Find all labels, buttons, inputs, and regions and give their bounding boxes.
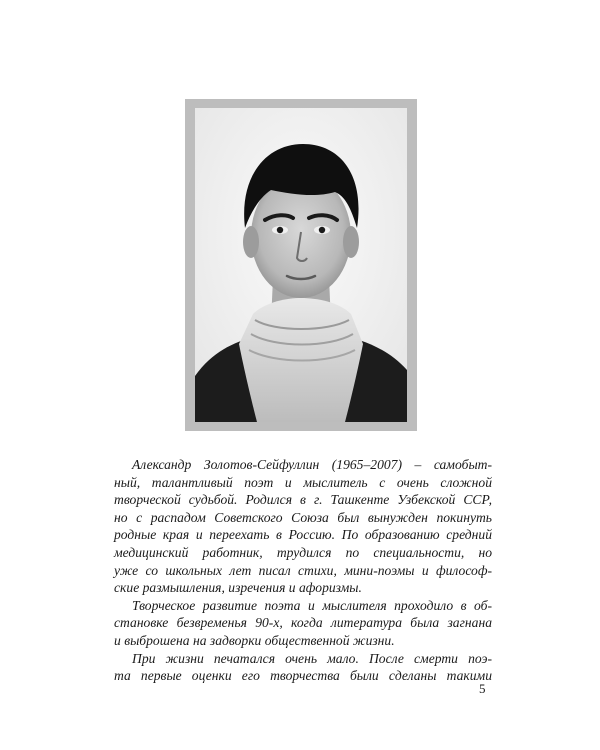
text-line: родные края и переехать в Россию. По образованию средний	[114, 527, 492, 543]
portrait-photo	[195, 108, 407, 422]
text-line: становке безвременья 90-х, когда литература была загнана	[114, 615, 492, 631]
text-line: Творческое развитие поэта и мыслителя проходило в об-	[132, 597, 492, 613]
paragraph-3	[114, 650, 492, 685]
paragraph-1	[114, 456, 492, 597]
body-text	[114, 456, 492, 685]
text-line: ный, талантливый поэт и мыслитель с очень сложной	[114, 474, 492, 490]
text-line: Александр Золотов-Сейфуллин (1965–2007) – самобыт-	[132, 457, 492, 472]
text-line: но с распадом Советского Союза был вынужден покинуть	[114, 509, 492, 525]
paragraph-2	[114, 597, 492, 650]
text-line: При жизни печатался очень мало. После смерти поэ-	[132, 650, 492, 666]
text-line: ские размышления, изречения и афоризмы.	[114, 580, 362, 596]
text-line: та первые оценки его творчества были сделаны такими	[114, 668, 492, 684]
photo-frame	[185, 99, 417, 431]
text-line: творческой судьбой. Родился в г. Ташкенте Узбекской ССР,	[114, 492, 492, 508]
portrait-illustration	[195, 108, 407, 422]
page-number: 5	[479, 681, 486, 696]
text-line: и выброшена на задворки общественной жизни.	[114, 632, 395, 648]
text-line: уже со школьных лет писал стихи, мини-поэмы и философ-	[114, 562, 492, 578]
text-line: медицинский работник, трудился по специальности, но	[114, 544, 492, 560]
